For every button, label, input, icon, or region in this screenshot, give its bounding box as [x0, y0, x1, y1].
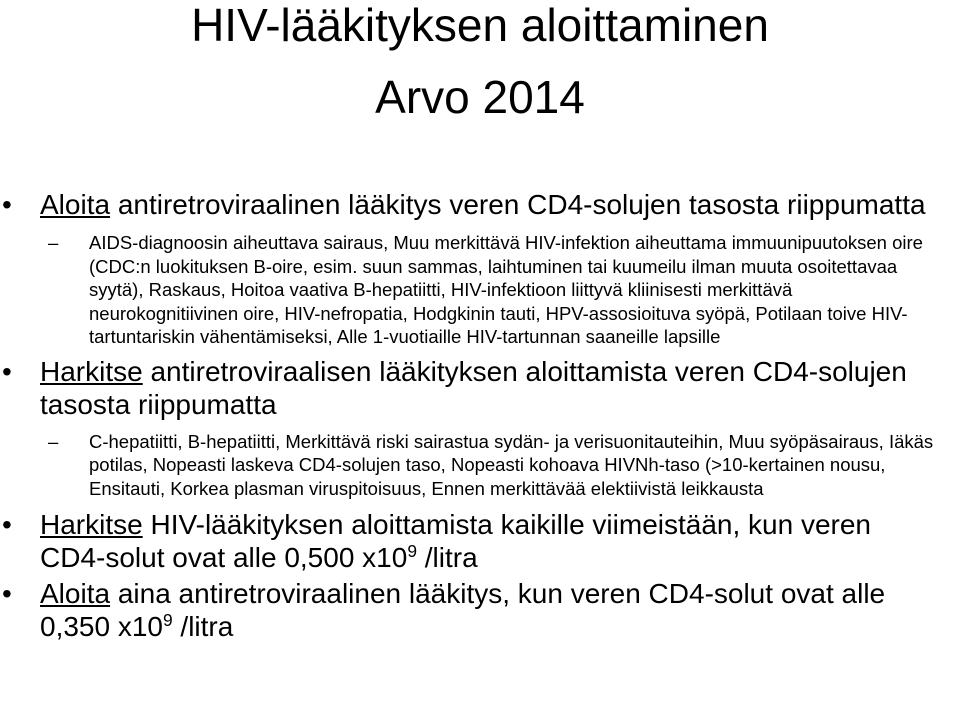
- bullet-icon: •: [2, 578, 12, 609]
- exponent: 9: [407, 541, 417, 562]
- bullet-item-4: [0, 577, 960, 643]
- bullet-text: HIV-lääkityksen aloittamista kaikille viimeistään, kun veren CD4-solut ovat alle 0,500 x10: [40, 509, 872, 573]
- slide-subtitle: Arvo 2014: [375, 71, 585, 123]
- bullet-text: aina antiretroviraalinen lääkitys, kun veren CD4-solut ovat alle 0,350 x10: [40, 578, 886, 642]
- bullet-icon: •: [2, 509, 12, 540]
- bullet-text: antiretroviraalinen lääkitys veren CD4-solujen tasosta riippumatta: [110, 189, 926, 220]
- bullet-keyword: Aloita: [40, 189, 111, 220]
- bullet-item-3: [0, 508, 960, 574]
- bullet-keyword: Aloita: [40, 578, 111, 609]
- sub-item-1: [0, 231, 960, 349]
- sub-item-text: AIDS-diagnoosin aiheuttava sairaus, Muu merkittävä HIV-infektion aiheuttama immuunipuutoksen oire (CDC:n luokituksen B-oire, esim. suun sammas, laihtuminen tai kuumeilu ilman muuta osoitettavaa syytä), Raskaus, Hoitoa vaativa B-hepatiitti, HIV-infektioon liittyvä kliinisesti merkittävä neurokognitiivinen oire, HIV-nefropatia, Hodgkinin tauti, HPV-assosioituva syöpä, Potilaan toive HIV-tartuntariskin vähentämiseksi, Alle 1-vuotiaille HIV-tartunnan saaneille lapsille: [89, 232, 923, 347]
- exponent: 9: [163, 610, 173, 631]
- bullet-keyword: Harkitse: [40, 509, 143, 540]
- slide-body: [0, 188, 960, 643]
- slide-title: HIV-lääkityksen aloittaminen: [191, 0, 769, 51]
- bullet-icon: •: [2, 189, 12, 220]
- bullet-unit: /litra: [416, 542, 478, 573]
- bullet-icon: •: [2, 355, 12, 387]
- bullet-item-2: [0, 355, 960, 421]
- sub-item-2: [0, 430, 960, 501]
- sub-item-text: C-hepatiitti, B-hepatiitti, Merkittävä riski sairastua sydän- ja verisuonitauteihin, Muu syöpäsairaus, Iäkäs potilas, Nopeasti laskeva CD4-solujen taso, Nopeasti kohoava HIVNh-taso (>10-kertainen nousu, Ensitauti, Korkea plasman viruspitoisuus, Ennen merkittävää elektiivistä leikkausta: [89, 430, 934, 499]
- dash-icon: –: [48, 232, 59, 253]
- dash-icon: –: [48, 430, 59, 452]
- bullet-text: antiretroviraalisen lääkityksen aloittamista veren CD4-solujen tasosta riippumatta: [40, 355, 907, 420]
- bullet-unit: /litra: [172, 611, 234, 642]
- bullet-item-1: [0, 188, 960, 221]
- bullet-keyword: Harkitse: [40, 355, 143, 387]
